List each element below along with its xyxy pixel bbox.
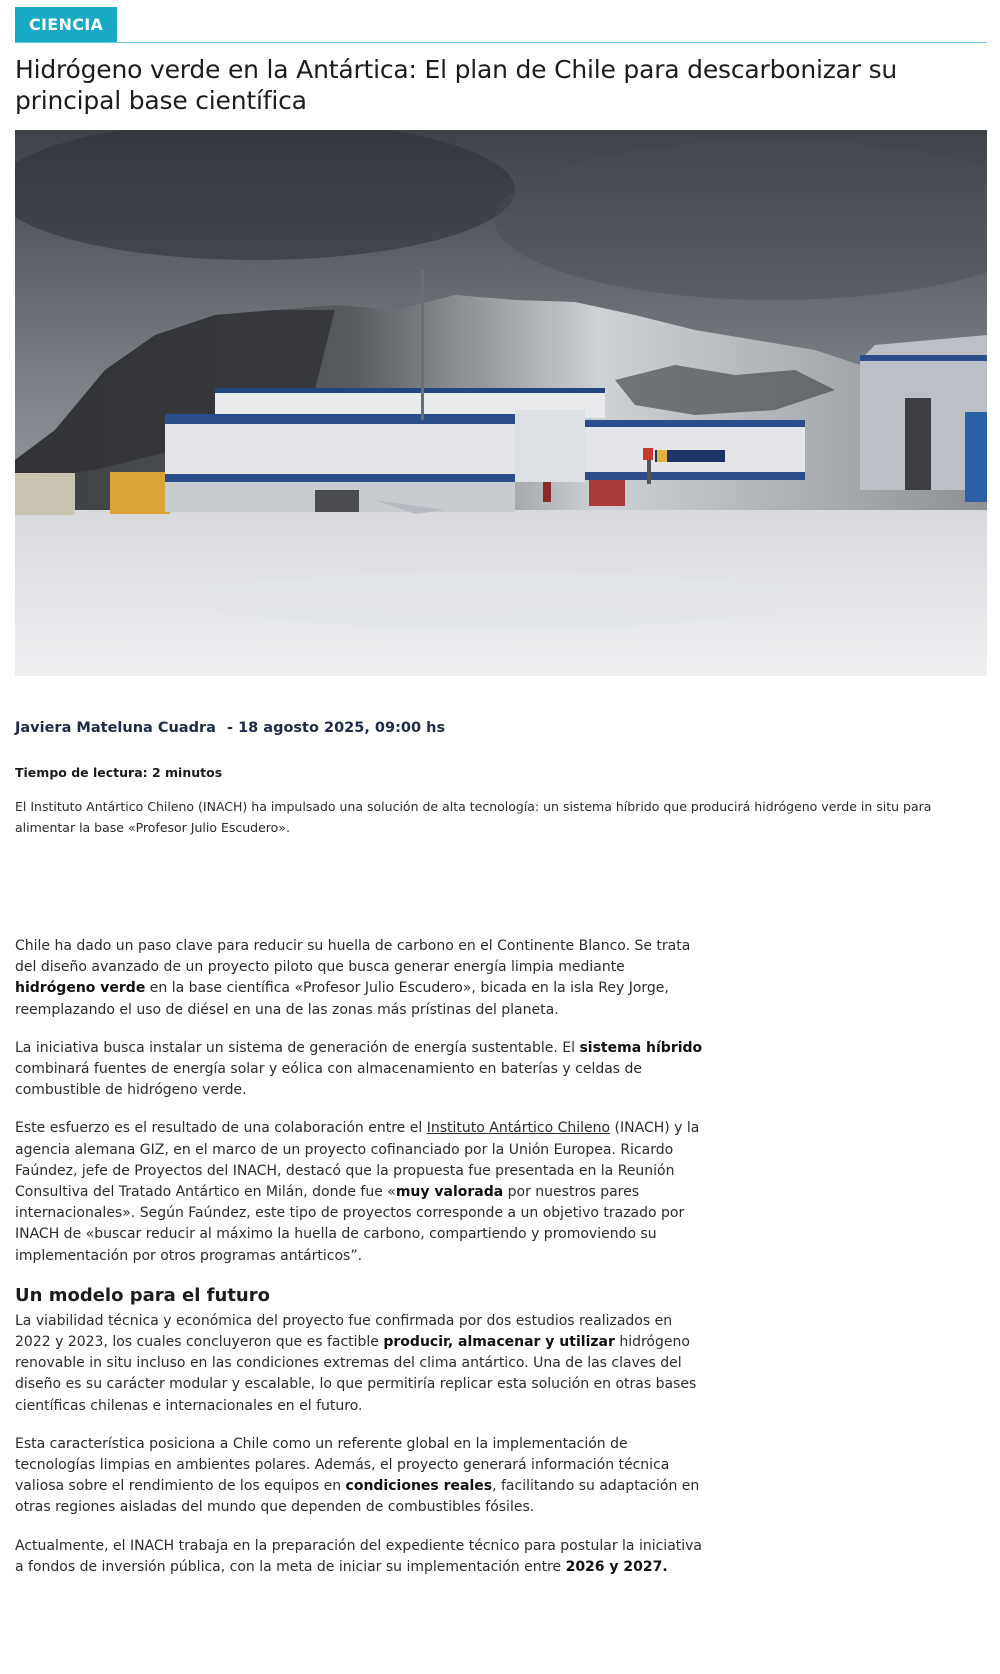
bold-text: sistema híbrido — [579, 1039, 703, 1056]
bold-text: 2026 y 2027. — [565, 1558, 668, 1575]
bold-text: producir, almacenar y utilizar — [383, 1334, 615, 1351]
paragraph-text: La iniciativa busca instalar un sistema de generación de energía sustentable. El — [15, 1039, 580, 1056]
antarctic-base-photo-icon — [15, 130, 987, 676]
paragraph-1 — [15, 936, 705, 1021]
paragraph-text: Actualmente, el INACH trabaja en la preparación del expediente técnico para postular la iniciativa a fondos de inversión pública, con la meta de iniciar su implementación entre — [15, 1537, 703, 1575]
paragraph-text: , facilitando su adaptación en otras regiones aisladas del mundo que dependen de combustibles fósiles. — [15, 1478, 700, 1516]
paragraph-text: Este esfuerzo es el resultado de una colaboración entre el — [15, 1120, 427, 1137]
category-badge[interactable]: CIENCIA — [15, 7, 117, 42]
reading-time: Tiempo de lectura: 2 minutos — [15, 765, 223, 780]
bold-text: condiciones reales — [345, 1478, 493, 1495]
paragraph-text: en la base científica «Profesor Julio Escudero», bicada en la isla Rey Jorge, reemplazando el uso de diésel en una de las zonas más prístinas del planeta. — [15, 980, 669, 1018]
article-lead: El Instituto Antártico Chileno (INACH) ha impulsado una solución de alta tecnología: un sistema híbrido que producirá hidrógeno verde in situ para alimentar la base «Profesor Julio Escudero». — [15, 799, 932, 835]
paragraph-4 — [15, 1311, 705, 1417]
byline-separator: - — [226, 720, 234, 736]
paragraph-text: (INACH) y la agencia alemana GIZ, en el marco de un proyecto cofinanciado por la Unión Europea. Ricardo Faúndez, jefe de Proyectos del INACH, destacó que la propuesta fue presentada en la Reunión Consultiva del Tratado Antártico en Milán, donde fue « — [15, 1120, 700, 1201]
author-link[interactable]: Javiera Mateluna Cuadra — [15, 720, 216, 736]
article-body — [15, 936, 705, 1578]
paragraph-text: por nuestros pares internacionales». Según Faúndez, este tipo de proyectos corresponde a un objetivo trazado por INACH de «buscar reducir al máximo la huella de carbono, compartiendo y promoviendo su implementación por otros programas antárticos”. — [15, 1184, 685, 1264]
inach-link[interactable]: Instituto Antártico Chileno — [426, 1120, 611, 1137]
headline: Hidrógeno verde en la Antártica: El plan de Chile para descarbonizar su principal base científica — [15, 55, 898, 115]
hero-image — [15, 130, 987, 676]
publish-date: 18 agosto 2025, 09:00 hs — [238, 720, 446, 736]
paragraph-text: combinará fuentes de energía solar y eólica con almacenamiento en baterías y celdas de combustible de hidrógeno verde. — [15, 1061, 643, 1099]
bold-text: muy valorada — [395, 1184, 504, 1201]
paragraph-3 — [15, 1118, 705, 1266]
paragraph-text: La viabilidad técnica y económica del proyecto fue confirmada por dos estudios realizados en 2022 y 2023, los cuales concluyeron que es factible — [15, 1312, 673, 1351]
paragraph-text: hidrógeno renovable in situ incluso en las condiciones extremas del clima antártico. Una de las claves del diseño es su carácter modular y escalable, lo que permitiría replicar esta solución en otras bases científicas chilenas e internacionales en el futuro. — [15, 1334, 697, 1414]
paragraph-text: Chile ha dado un paso clave para reducir su huella de carbono en el Continente Blanco. Se trata del diseño avanzado de un proyecto piloto que busca generar energía limpia mediante — [15, 938, 691, 976]
paragraph-5 — [15, 1434, 705, 1519]
bold-text: hidrógeno verde — [15, 980, 146, 997]
paragraph-text: Esta característica posiciona a Chile como un referente global en la implementación de tecnologías limpias en ambientes polares. Además, el proyecto generará información técnica valiosa sobre el rendimiento de los equipos en — [15, 1435, 670, 1495]
byline — [15, 720, 445, 736]
paragraph-6 — [15, 1536, 705, 1578]
category-bar — [15, 7, 987, 43]
section-heading: Un modelo para el futuro — [15, 1284, 270, 1306]
paragraph-2 — [15, 1038, 705, 1102]
